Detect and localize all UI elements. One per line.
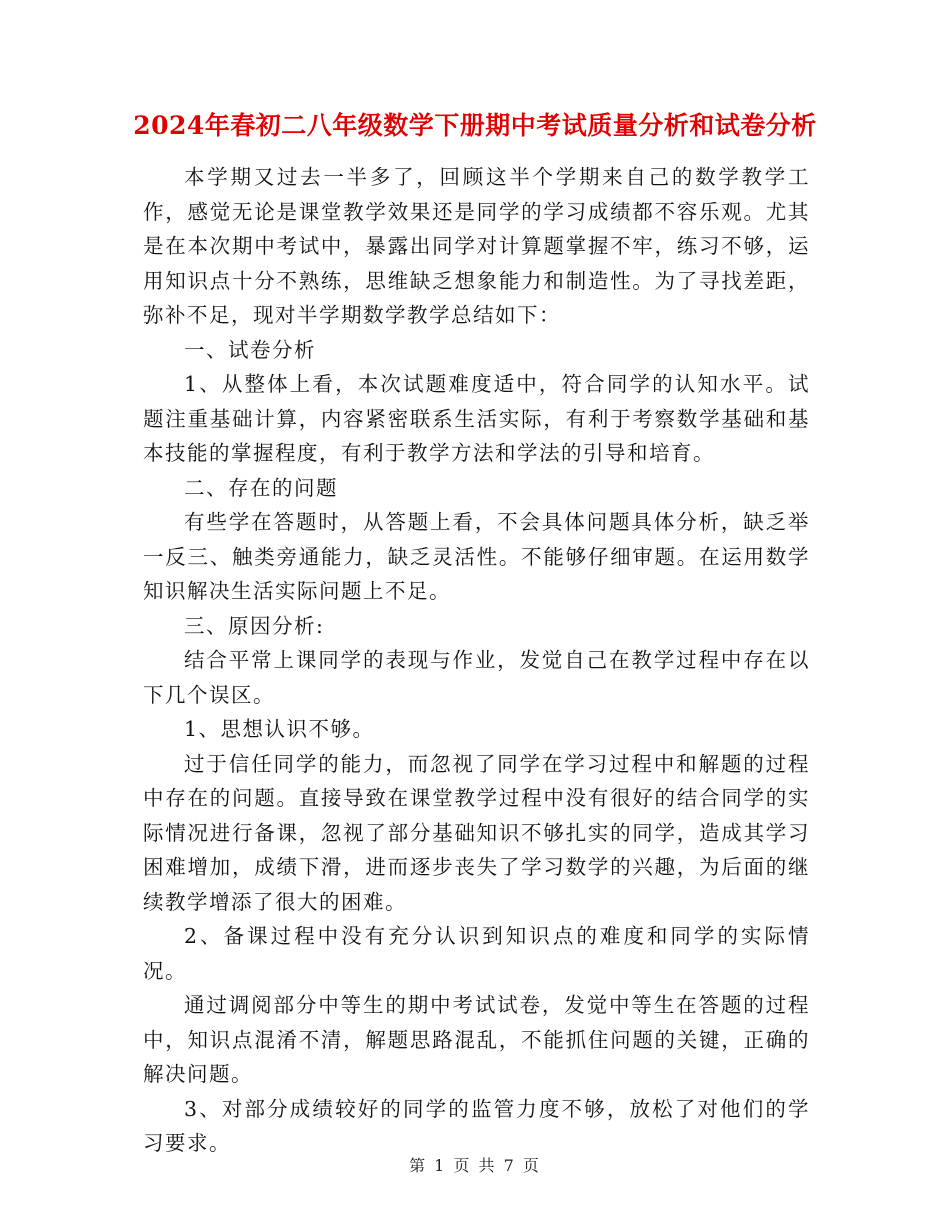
paragraph-intro: 本学期又过去一半多了，回顾这半个学期来自己的数学教学工作，感觉无论是课堂教学效果还是同学的学习成绩都不容乐观。尤其是在本次期中考试中，暴露出同学对计算题掌握不牢，练习不够，运用知识点十分不熟练，思维缺乏想象能力和制造性。为了寻找差距，弥补不足，现对半学期数学教学总结如下： [143, 165, 810, 327]
document-body [143, 160, 810, 1161]
paragraph-thinking: 过于信任同学的能力，而忽视了同学在学习过程中和解题的过程中存在的问题。直接导致在课堂教学过程中没有很好的结合同学的实际情况进行备课，忽视了部分基础知识不够扎实的同学，造成其学习困难增加，成绩下滑，进而逐步丧失了学习数学的兴趣，为后面的继续教学增添了很大的困难。 [143, 751, 810, 914]
document-title: 2024年春初二八年级数学下册期中考试质量分析和试卷分析 [133, 111, 817, 140]
subheading-supervision: 3、对部分成绩较好的同学的监管力度不够，放松了对他们的学习要求。 [143, 1096, 810, 1155]
paragraph-overall: 1、从整体上看，本次试题难度适中，符合同学的认知水平。试题注重基础计算，内容紧密联系生活实际，有利于考察数学基础和基本技能的掌握程度，有利于教学方法和学法的引导和培育。 [143, 372, 810, 465]
paragraph-cause-intro: 结合平常上课同学的表现与作业，发觉自己在教学过程中存在以下几个误区。 [143, 648, 810, 707]
heading-cause-analysis: 三、原因分析: [184, 613, 325, 638]
page-number-footer: 第 1 页 共 7 页 [409, 1156, 541, 1175]
subheading-thinking: 1、思想认识不够。 [184, 717, 375, 741]
paragraph-problems: 有些学在答题时，从答题上看，不会具体问题具体分析，缺乏举一反三、触类旁通能力，缺乏灵活性。不能够仔细审题。在运用数学知识解决生活实际问题上不足。 [143, 510, 810, 603]
heading-problems: 二、存在的问题 [184, 475, 338, 500]
subheading-preparation: 2、备课过程中没有充分认识到知识点的难度和同学的实际情况。 [143, 924, 810, 983]
paragraph-preparation: 通过调阅部分中等生的期中考试试卷，发觉中等生在答题的过程中，知识点混淆不清，解题思路混乱，不能抓住问题的关键，正确的解决问题。 [143, 993, 810, 1086]
heading-paper-analysis: 一、试卷分析 [184, 337, 316, 362]
